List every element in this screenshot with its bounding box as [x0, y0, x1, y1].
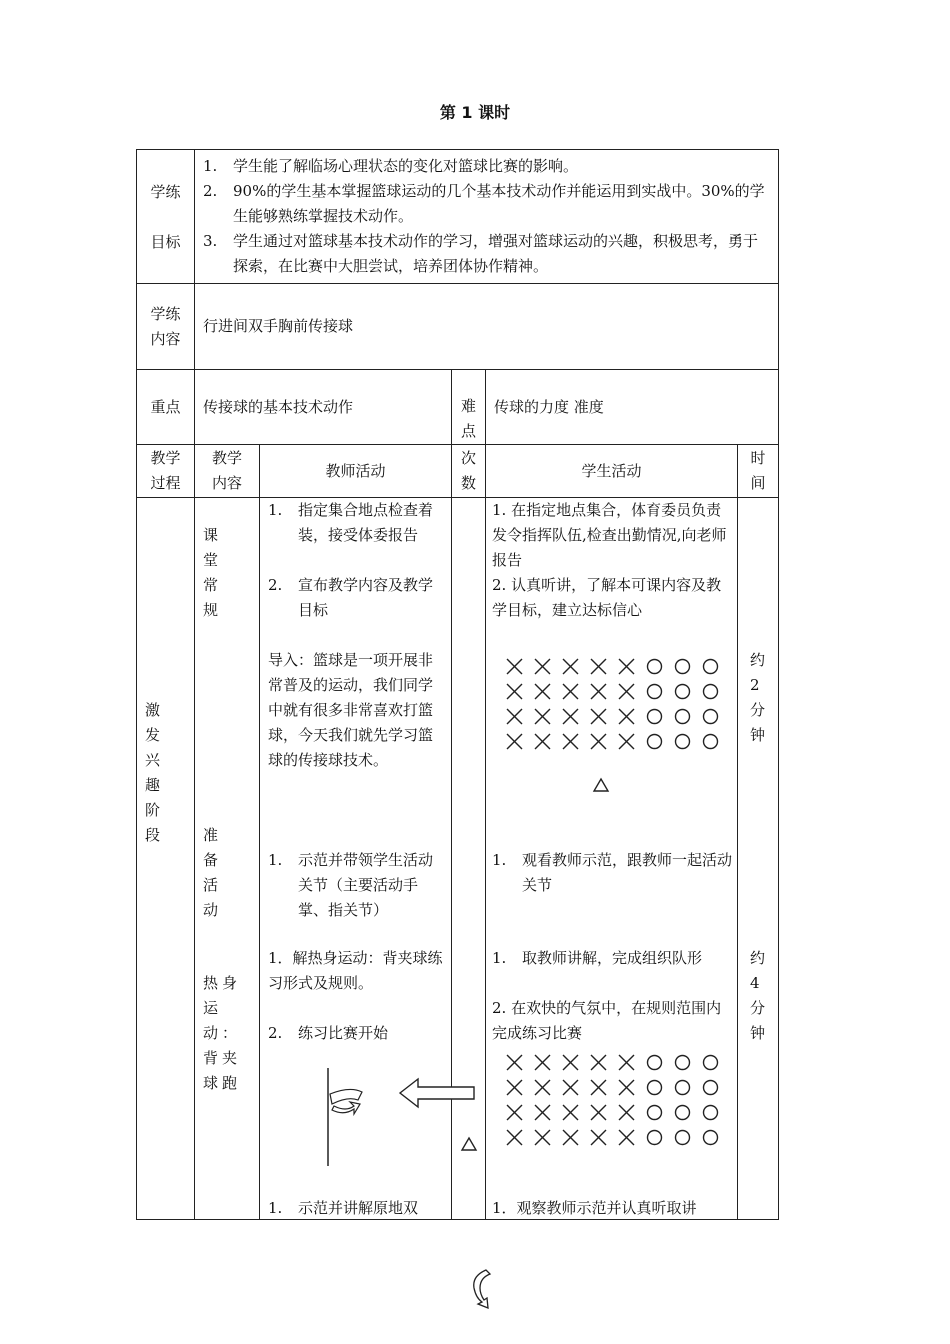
circle-icon [644, 1052, 665, 1073]
cross-icon [616, 1077, 637, 1098]
teacher-warm1: 1．解热身运动：背夹球练习形式及规则。 [268, 949, 443, 992]
key-label: 重点 [137, 370, 195, 445]
circle-icon [644, 1077, 665, 1098]
circle-icon [700, 1077, 721, 1098]
circle-icon [700, 681, 721, 702]
header-process: 教学过程 [150, 449, 181, 492]
circle-icon [672, 1077, 693, 1098]
circle-icon [700, 1052, 721, 1073]
time-2: 约4分钟 [750, 949, 766, 1042]
objective-3-num: 3. [203, 232, 218, 250]
header-row [137, 445, 779, 498]
circle-icon [672, 1127, 693, 1148]
cross-icon [616, 681, 637, 702]
difficulty-text: 传球的力度 准度 [486, 370, 779, 445]
objectives-label: 学练目标 [150, 182, 181, 251]
cross-icon [504, 731, 525, 752]
formation-row [492, 729, 721, 754]
cross-icon [532, 1127, 553, 1148]
content-label-cell [137, 284, 195, 370]
header-teacher: 教师活动 [260, 445, 452, 498]
triangle-marker-icon [460, 1136, 478, 1152]
objective-1-num: 1. [203, 157, 218, 175]
objective-3-text: 学生通过对篮球基本技术动作的学习，增强对篮球运动的兴趣，积极思考，勇于探索，在比赛中大胆尝试，培养团体协作精神。 [233, 232, 759, 275]
circle-icon [700, 656, 721, 677]
student-routine1: 1. 在指定地点集合，体育委员负责发令指挥队伍,检查出勤情况,向老师报告 [492, 501, 727, 569]
teacher-prep-num: 1. [268, 851, 283, 869]
cross-icon [560, 706, 581, 727]
cross-icon [532, 1102, 553, 1123]
curved-arrow-diagram-icon [320, 1066, 370, 1166]
student-warm2: 2. 在欢快的气氛中，在规则范围内完成练习比赛 [492, 999, 722, 1042]
cross-icon [560, 731, 581, 752]
cross-icon [560, 1127, 581, 1148]
objective-2-text: 90%的学生基本掌握篮球运动的几个基本技术动作并能运用到实战中。30%的学生能够熟练掌握技术动作。 [233, 182, 765, 225]
cross-icon [504, 1052, 525, 1073]
formation-row [492, 704, 721, 729]
cross-icon [560, 656, 581, 677]
formation-row [492, 1075, 721, 1100]
content-column [195, 498, 260, 1220]
cross-icon [504, 656, 525, 677]
teacher-routine-2-item [268, 573, 446, 623]
circle-icon [700, 1127, 721, 1148]
circle-icon [672, 1052, 693, 1073]
cross-icon [504, 1077, 525, 1098]
cross-icon [532, 1077, 553, 1098]
objective-2-item [203, 179, 770, 229]
time-column [738, 498, 779, 1220]
header-time: 时间 [750, 449, 766, 492]
formation-diagram-2 [492, 1050, 721, 1150]
teacher-prep-text: 示范并带领学生活动关节（主要活动手掌、指关节） [298, 851, 434, 919]
teacher-routine-1-num: 1. [268, 501, 283, 519]
formation-row [492, 1100, 721, 1125]
cross-icon [616, 706, 637, 727]
circle-icon [672, 681, 693, 702]
student-warm1-item [492, 946, 732, 971]
circle-icon [672, 1102, 693, 1123]
teacher-warm2-text: 练习比赛开始 [298, 1024, 389, 1042]
teacher-intro: 导入：篮球是一项开展非常普及的运动，我们同学中就有很多非常喜欢打篮球，今天我们就先学习篮球的传接球技术。 [268, 651, 434, 769]
student-last: 1．观察教师示范并认真听取讲 [492, 1199, 697, 1217]
section-routine: 课堂常规 [203, 526, 219, 619]
section-warm: 热身运动：背夹球跑 [203, 974, 242, 1092]
stage-cell [137, 498, 195, 1220]
cross-icon [588, 1052, 609, 1073]
header-count: 次数 [460, 449, 476, 492]
teacher-routine-2-num: 2. [268, 576, 283, 594]
teacher-last-num: 1. [268, 1199, 283, 1217]
teacher-triangle-icon [592, 777, 610, 793]
circle-icon [672, 656, 693, 677]
teacher-routine-1-item [268, 498, 446, 548]
student-warm1-num: 1. [492, 949, 507, 967]
page-title: 第 1 课时 [439, 103, 511, 122]
teacher-routine-list [268, 498, 446, 623]
difficulty-label: 难点 [460, 397, 476, 440]
teacher-routine-1-text: 指定集合地点检查着装，接受体委报告 [298, 501, 434, 544]
objectives-row [137, 150, 779, 284]
cross-icon [532, 681, 553, 702]
student-prep-item [492, 848, 732, 898]
section-prep: 准备活动 [203, 826, 219, 919]
circle-icon [672, 706, 693, 727]
student-prep-text: 观看教师示范，跟教师一起活动关节 [522, 851, 733, 894]
formation-row [492, 654, 721, 679]
cross-icon [560, 1052, 581, 1073]
cross-icon [588, 1127, 609, 1148]
circle-icon [644, 681, 665, 702]
cross-icon [616, 656, 637, 677]
header-content-cell [195, 445, 260, 498]
formation-row [492, 1050, 721, 1075]
header-count-cell [452, 445, 486, 498]
formation-row [492, 679, 721, 704]
cross-icon [504, 681, 525, 702]
circle-icon [644, 1127, 665, 1148]
activity-row [137, 498, 779, 1220]
cross-icon [504, 706, 525, 727]
cross-icon [560, 681, 581, 702]
count-column [452, 498, 486, 1220]
teacher-last-text: 示范并讲解原地双 [298, 1199, 419, 1217]
content-label: 学练内容 [150, 304, 181, 348]
formation-diagram-1 [492, 654, 721, 754]
student-warm1-text: 取教师讲解，完成组织队形 [522, 949, 703, 967]
cross-icon [532, 1052, 553, 1073]
circle-icon [700, 1102, 721, 1123]
teacher-column [260, 498, 452, 1220]
cross-icon [588, 1102, 609, 1123]
teacher-prep-item [268, 848, 446, 923]
student-routine2: 2. 认真听讲，了解本可课内容及教学目标，建立达标信心 [492, 576, 722, 619]
cross-icon [616, 1102, 637, 1123]
circle-icon [644, 731, 665, 752]
cross-icon [504, 1127, 525, 1148]
cross-icon [616, 1052, 637, 1073]
key-text: 传接球的基本技术动作 [195, 370, 452, 445]
content-text: 行进间双手胸前传接球 [195, 284, 779, 370]
cross-icon [588, 656, 609, 677]
circle-icon [672, 731, 693, 752]
header-content: 教学内容 [211, 449, 242, 492]
teacher-last-item [268, 1196, 446, 1221]
student-prep-num: 1. [492, 851, 507, 869]
cross-icon [504, 1102, 525, 1123]
stage-label: 激发兴趣阶段 [145, 701, 169, 844]
cross-icon [588, 731, 609, 752]
cross-icon [616, 731, 637, 752]
objectives-cell [195, 150, 779, 284]
cross-icon [588, 681, 609, 702]
content-row [137, 284, 779, 370]
circle-icon [644, 1102, 665, 1123]
header-process-cell [137, 445, 195, 498]
teacher-warm2-num: 2. [268, 1024, 283, 1042]
objective-1-item [203, 154, 770, 179]
cross-icon [560, 1077, 581, 1098]
key-row [137, 370, 779, 445]
cross-icon [532, 731, 553, 752]
objective-1-text: 学生能了解临场心理状态的变化对篮球比赛的影响。 [233, 157, 579, 175]
teacher-warm2-item [268, 1021, 446, 1046]
header-student: 学生活动 [486, 445, 738, 498]
cross-icon [588, 1077, 609, 1098]
lesson-plan-table [136, 149, 779, 1220]
cross-icon [532, 656, 553, 677]
objectives-list [203, 154, 770, 279]
circle-icon [700, 731, 721, 752]
circle-icon [644, 706, 665, 727]
circle-icon [644, 656, 665, 677]
objectives-label-cell [137, 150, 195, 284]
header-time-cell [738, 445, 779, 498]
cross-icon [616, 1127, 637, 1148]
cross-icon [560, 1102, 581, 1123]
time-1: 约2分钟 [750, 651, 766, 744]
objective-2-num: 2. [203, 182, 218, 200]
objective-3-item [203, 229, 770, 279]
circle-icon [700, 706, 721, 727]
cross-icon [588, 706, 609, 727]
student-column [486, 498, 738, 1220]
difficulty-label-cell [452, 370, 486, 445]
cross-icon [532, 706, 553, 727]
formation-row [492, 1125, 721, 1150]
footer-curved-arrow-icon [468, 1268, 494, 1310]
teacher-routine-2-text: 宣布教学内容及教学目标 [298, 576, 434, 619]
